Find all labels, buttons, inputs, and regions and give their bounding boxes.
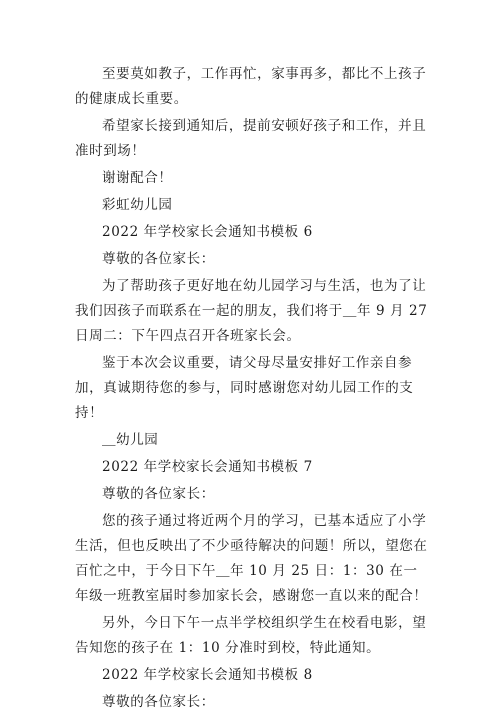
salutation: 尊敬的各位家长： (102, 694, 215, 710)
paragraph-movie-notice: 另外，今日下午一点半学校组织学生在校看电影，望告知您的孩子在 1：10 分准时到校，特此通知。 (75, 615, 427, 656)
template-6-heading: 2022 年学校家长会通知书模板 6 (102, 224, 313, 240)
signature-kindergarten: ＿幼儿园 (102, 432, 159, 448)
signature-rainbow-kindergarten: 彩虹幼儿园 (102, 197, 173, 213)
paragraph-meeting-details: 您的孩子通过将近两个月的学习，已基本适应了小学生活，但也反映出了不少亟待解决的问题！所以，望您在百忙之中，于今日下午＿年 10 月 25 日：1：30 在一年级一班教室届时参加家长会，感谢您一直以来的配合！ (75, 513, 428, 604)
template-8-heading: 2022 年学校家长会通知书模板 8 (102, 667, 313, 683)
document-body (75, 62, 430, 717)
template-7-heading: 2022 年学校家长会通知书模板 7 (102, 459, 313, 475)
paragraph-arrive-on-time: 希望家长接到通知后，提前安顿好孩子和工作，并且准时到场！ (75, 118, 427, 159)
paragraph-meeting-notice: 为了帮助孩子更好地在幼儿园学习与生活，也为了让我们因孩子而联系在一起的朋友，我们将于＿年 9 月 27 日周二：下午四点召开各班家长会。 (75, 278, 428, 344)
salutation: 尊敬的各位家长： (102, 251, 215, 267)
paragraph-importance: 至要莫如教子，工作再忙，家事再多，都比不上孩子的健康成长重要。 (75, 66, 427, 107)
salutation: 尊敬的各位家长： (102, 486, 215, 502)
thanks-line: 谢谢配合！ (102, 170, 173, 186)
paragraph-attendance-request: 鉴于本次会议重要，请父母尽量安排好工作亲自参加，真诚期待您的参与，同时感谢您对幼儿园工作的支持！ (75, 355, 414, 421)
